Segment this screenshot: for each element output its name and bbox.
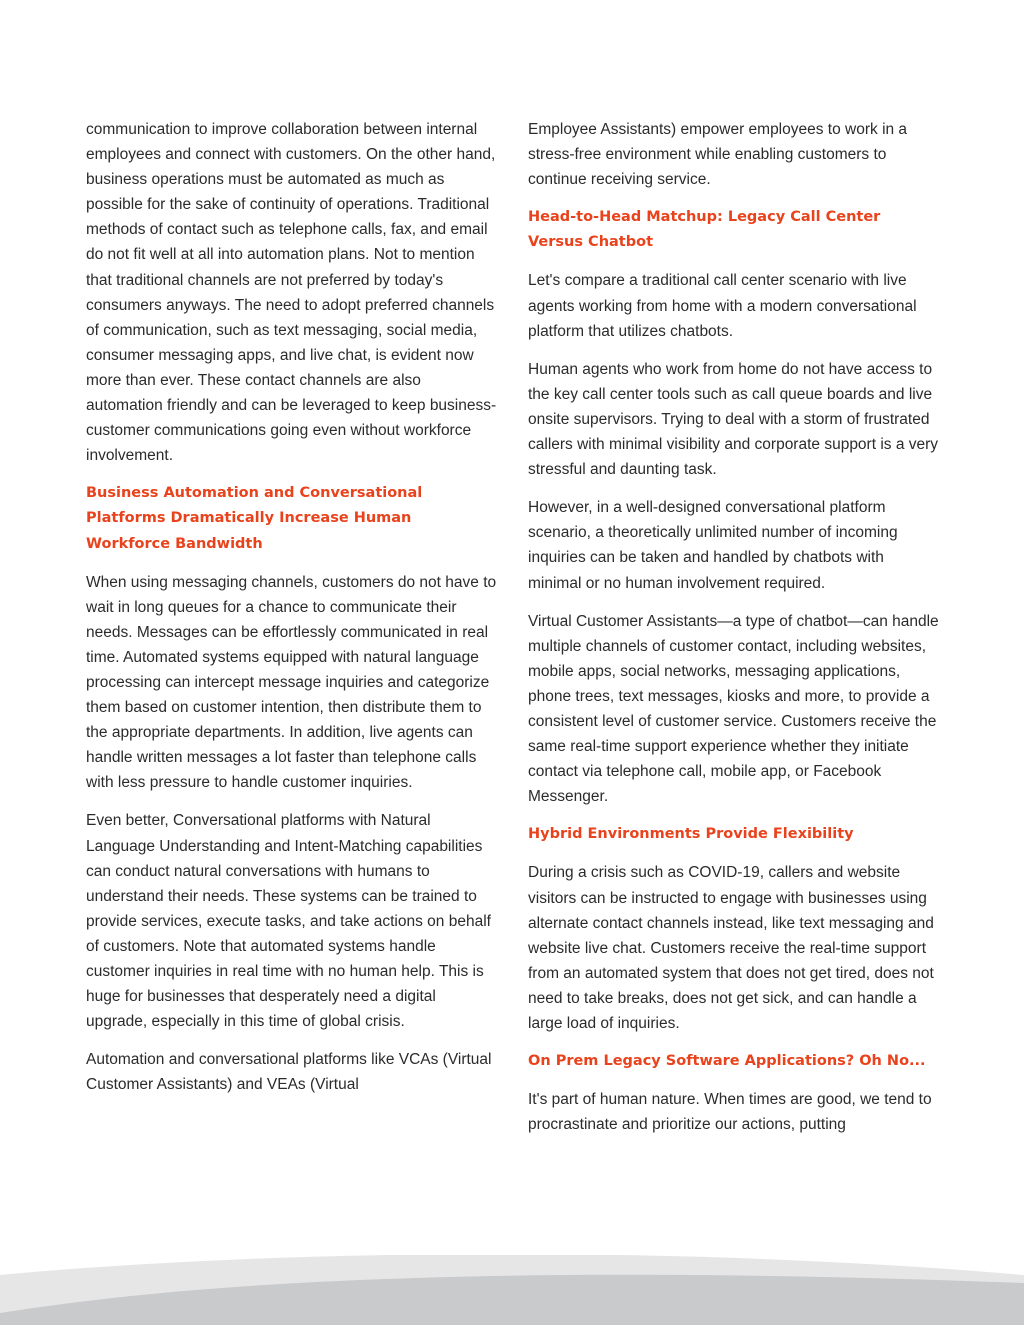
section-heading: On Prem Legacy Software Applications? Oh No... [528,1053,926,1070]
right-column [528,117,940,1150]
body-paragraph: Automation and conversational platforms like VCAs (Virtual Customer Assistants) and VEAs (Virtual [86,1051,492,1094]
body-paragraph: Human agents who work from home do not have access to the key call center tools such as call queue boards and live onsite supervisors. Trying to deal with a storm of frustrated callers with minimal visibility and corporate support is a very stressful and daunting task. [528,360,939,479]
body-paragraph: However, in a well-designed conversational platform scenario, a theoretically unlimited number of incoming inquiries can be taken and handled by chatbots with minimal or no human involvement required. [528,499,898,592]
body-paragraph: communication to improve collaboration between internal employees and connect with customers. On the other hand, business operations must be automated as much as possible for the sake of continuity of operations. Traditional methods of contact such as telephone calls, fax, and email do not fit well at all into automation plans. Not to mention that traditional channels are not preferred by today's consumers anyways. The need to adopt preferred channels of communication, such as text messaging, social media, consumer messaging apps, and live chat, is evident now more than ever. These contact channels are also automation friendly and can be leveraged to keep business-customer communications going even without workforce involvement. [86,121,497,465]
body-paragraph: Even better, Conversational platforms with Natural Language Understanding and Intent-Matching capabilities can conduct natural conversations with humans to understand their needs. These systems can be trained to provide services, execute tasks, and take actions on behalf of customers. Note that automated systems handle customer inquiries in real time with no human help. This is huge for businesses that desperately need a digital upgrade, especially in this time of global crisis. [86,812,491,1031]
body-paragraph: Let's compare a traditional call center scenario with live agents working from home with a modern conversational platform that utilizes chatbots. [528,272,917,340]
section-heading: Hybrid Environments Provide Flexibility [528,826,854,843]
body-paragraph: Virtual Customer Assistants—a type of chatbot—can handle multiple channels of customer contact, including websites, mobile apps, social networks, messaging applications, phone trees, text messages, kiosks and more, to provide a consistent level of customer service. Customers receive the same real-time support experience whether they initiate contact via telephone call, mobile app, or Facebook Messenger. [528,612,939,806]
body-paragraph: When using messaging channels, customers do not have to wait in long queues for a chance to communicate their needs. Messages can be effortlessly communicated in real time. Automated systems equipped with natural language processing can intercept message inquiries and categorize them based on customer intention, then distribute them to the appropriate departments. In addition, live agents can handle written messages a lot faster than telephone calls with less pressure to handle customer inquiries. [86,573,497,792]
body-paragraph: It's part of human nature. When times are good, we tend to procrastinate and prioritize our actions, putting [528,1091,932,1134]
section-heading: Head-to-Head Matchup: Legacy Call Center Versus Chatbot [528,209,881,251]
body-paragraph: Employee Assistants) empower employees to work in a stress-free environment while enabling customers to continue receiving service. [528,121,908,189]
left-column [86,117,498,1110]
body-paragraph: During a crisis such as COVID-19, callers and website visitors can be instructed to engage with businesses using alternate contact channels instead, like text messaging and website live chat. Customers receive the real-time support from an automated system that does not get tired, does not need to take breaks, does not get sick, and can handle a large load of inquiries. [528,864,934,1032]
footer-wave-decoration [0,1255,1024,1325]
section-heading: Business Automation and Conversational Platforms Dramatically Increase Human Workforce Bandwidth [86,485,423,552]
